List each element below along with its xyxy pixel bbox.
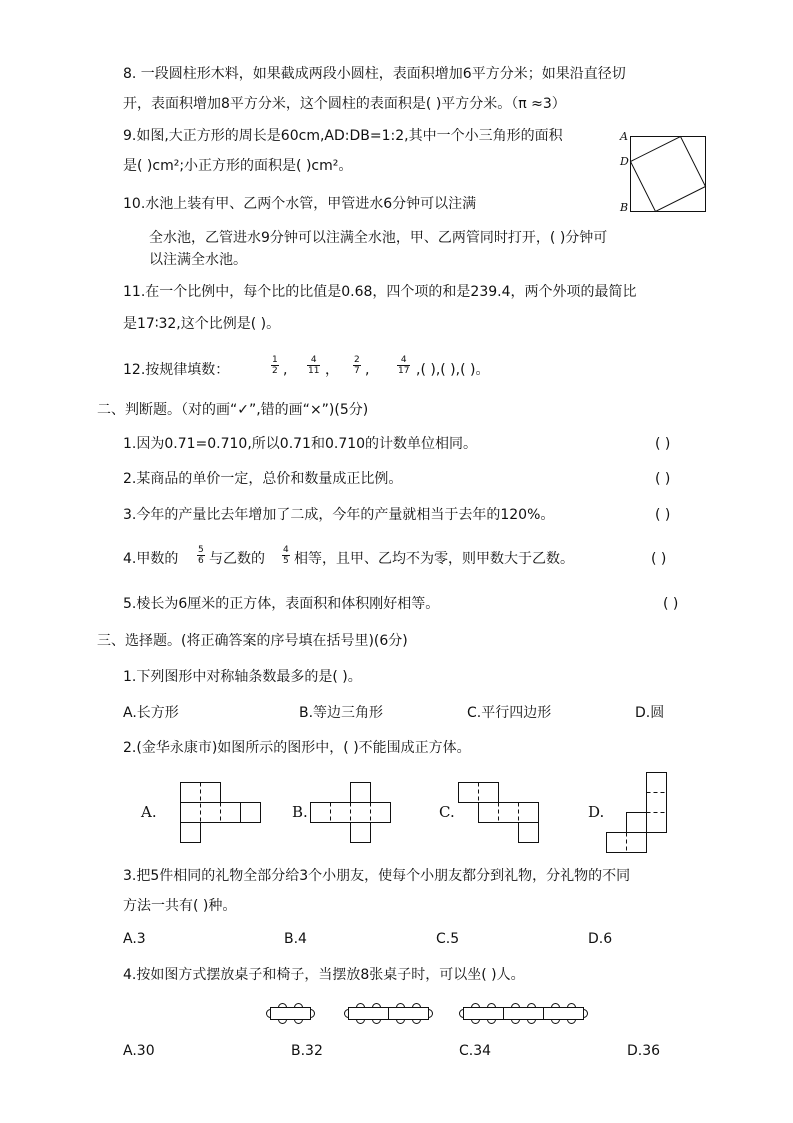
judge-item-3: 3.今年的产量比去年增加了二成，今年的产量就相当于去年的120%。 bbox=[123, 507, 555, 523]
fraction-denominator: 17 bbox=[398, 366, 410, 376]
q12-prefix: 12.按规律填数： bbox=[123, 362, 230, 378]
cube-net-b[interactable] bbox=[310, 782, 410, 844]
fraction-numerator: 4 bbox=[283, 545, 289, 555]
choice-q1-option-b[interactable]: B.等边三角形 bbox=[299, 705, 384, 721]
square-diagram bbox=[630, 136, 706, 212]
q12-fraction-4 bbox=[397, 355, 410, 376]
choice-q2-stem: 2.(金华永康市)如图所示的图形中，( )不能围成正方体。 bbox=[123, 740, 471, 756]
q12-separator: ， bbox=[325, 362, 339, 378]
judge-answer-5[interactable]: ( ) bbox=[663, 596, 679, 612]
point-b-label: B bbox=[620, 201, 629, 214]
choice-q4-option-c[interactable]: C.34 bbox=[459, 1043, 492, 1059]
cube-net-d[interactable] bbox=[606, 772, 676, 854]
fraction-denominator: 6 bbox=[198, 556, 204, 566]
q8-line1: 8. 一段圆柱形木料，如果截成两段小圆柱，表面积增加6平方分米；如果沿直径切 bbox=[123, 66, 626, 82]
section2-heading: 二、判断题。（对的画“✓”,错的画“×”)(5分) bbox=[97, 402, 369, 418]
judge-item-4-fraction-2 bbox=[282, 545, 290, 566]
choice-q3-option-d[interactable]: D.6 bbox=[588, 931, 613, 947]
q12-fraction-1 bbox=[271, 355, 279, 376]
choice-q3-line2: 方法一共有( )种。 bbox=[123, 898, 237, 914]
q9-line2: 是( )cm²;小正方形的面积是( )cm²。 bbox=[123, 158, 353, 174]
section3-heading: 三、选择题。(将正确答案的序号填在括号里)(6分) bbox=[97, 633, 408, 649]
choice-q1-option-d[interactable]: D.圆 bbox=[635, 705, 665, 721]
tables-one-figure bbox=[260, 1001, 320, 1027]
point-a-label: A bbox=[620, 130, 628, 143]
fraction-numerator: 5 bbox=[198, 545, 204, 555]
q12-separator: , bbox=[365, 362, 370, 378]
tables-two-figure bbox=[338, 1001, 438, 1027]
net-b-label: B. bbox=[292, 803, 308, 821]
judge-answer-3[interactable]: ( ) bbox=[655, 507, 671, 523]
fraction-denominator: 7 bbox=[354, 366, 360, 376]
q12-tail: ,( ),( ),( )。 bbox=[416, 362, 490, 378]
judge-item-5: 5.棱长为6厘米的正方体，表面积和体积刚好相等。 bbox=[123, 596, 440, 612]
judge-answer-4[interactable]: ( ) bbox=[651, 551, 667, 567]
fraction-denominator: 11 bbox=[308, 366, 320, 376]
cube-net-a[interactable] bbox=[160, 782, 270, 844]
q12-fraction-2 bbox=[307, 355, 320, 376]
judge-item-4-part1: 4.甲数的 bbox=[123, 551, 179, 567]
q8-line2: 开，表面积增加8平方分米，这个圆柱的表面积是( )平方分米。（π ≈3） bbox=[123, 96, 566, 112]
judge-answer-1[interactable]: ( ) bbox=[655, 436, 671, 452]
judge-answer-2[interactable]: ( ) bbox=[655, 471, 671, 487]
choice-q4-option-a[interactable]: A.30 bbox=[123, 1043, 155, 1059]
net-a-label: A. bbox=[141, 803, 157, 821]
tables-three-figure bbox=[453, 1001, 593, 1027]
net-d-label: D. bbox=[588, 803, 605, 821]
judge-item-4-part2: 与乙数的 bbox=[209, 551, 265, 567]
choice-q1-option-c[interactable]: C.平行四边形 bbox=[467, 705, 552, 721]
q10-line3: 以注满全水池。 bbox=[149, 252, 247, 268]
judge-item-1: 1.因为0.71=0.710,所以0.71和0.710的计数单位相同。 bbox=[123, 436, 478, 452]
choice-q3-option-b[interactable]: B.4 bbox=[284, 931, 307, 947]
choice-q4-stem: 4.按如图方式摆放桌子和椅子，当摆放8张桌子时，可以坐( )人。 bbox=[123, 967, 525, 983]
q12-fraction-3 bbox=[353, 355, 361, 376]
choice-q1-stem: 1.下列图形中对称轴条数最多的是( )。 bbox=[123, 669, 362, 685]
choice-q3-option-c[interactable]: C.5 bbox=[436, 931, 460, 947]
judge-item-4-part3: 相等，且甲、乙均不为零，则甲数大于乙数。 bbox=[294, 551, 574, 567]
choice-q3-option-a[interactable]: A.3 bbox=[123, 931, 146, 947]
fraction-numerator: 2 bbox=[354, 355, 360, 365]
cube-net-c[interactable] bbox=[458, 782, 548, 844]
q10-line1: 10.水池上装有甲、乙两个水管，甲管进水6分钟可以注满 bbox=[123, 196, 477, 212]
point-d-label: D bbox=[620, 155, 629, 168]
fraction-denominator: 5 bbox=[283, 556, 289, 566]
net-c-label: C. bbox=[439, 803, 455, 821]
judge-item-4-fraction-1 bbox=[197, 545, 205, 566]
q11-line2: 是17∶32,这个比例是( )。 bbox=[123, 316, 281, 332]
q12-separator: , bbox=[283, 362, 288, 378]
choice-q4-option-b[interactable]: B.32 bbox=[291, 1043, 323, 1059]
choice-q4-option-d[interactable]: D.36 bbox=[627, 1043, 661, 1059]
choice-q1-option-a[interactable]: A.长方形 bbox=[123, 705, 179, 721]
fraction-numerator: 4 bbox=[307, 355, 320, 366]
judge-item-2: 2.某商品的单价一定，总价和数量成正比例。 bbox=[123, 471, 403, 487]
fraction-numerator: 4 bbox=[397, 355, 410, 366]
fraction-numerator: 1 bbox=[272, 355, 278, 365]
choice-q3-line1: 3.把5件相同的礼物全部分给3个小朋友，使每个小朋友都分到礼物，分礼物的不同 bbox=[123, 868, 631, 884]
q10-line2: 全水池，乙管进水9分钟可以注满全水池，甲、乙两管同时打开，( )分钟可 bbox=[149, 230, 608, 246]
q11-line1: 11.在一个比例中，每个比的比值是0.68，四个项的和是239.4，两个外项的最简比 bbox=[123, 284, 637, 300]
fraction-denominator: 2 bbox=[272, 366, 278, 376]
q9-line1: 9.如图,大正方形的周长是60cm,AD:DB=1:2,其中一个小三角形的面积 bbox=[123, 128, 563, 144]
